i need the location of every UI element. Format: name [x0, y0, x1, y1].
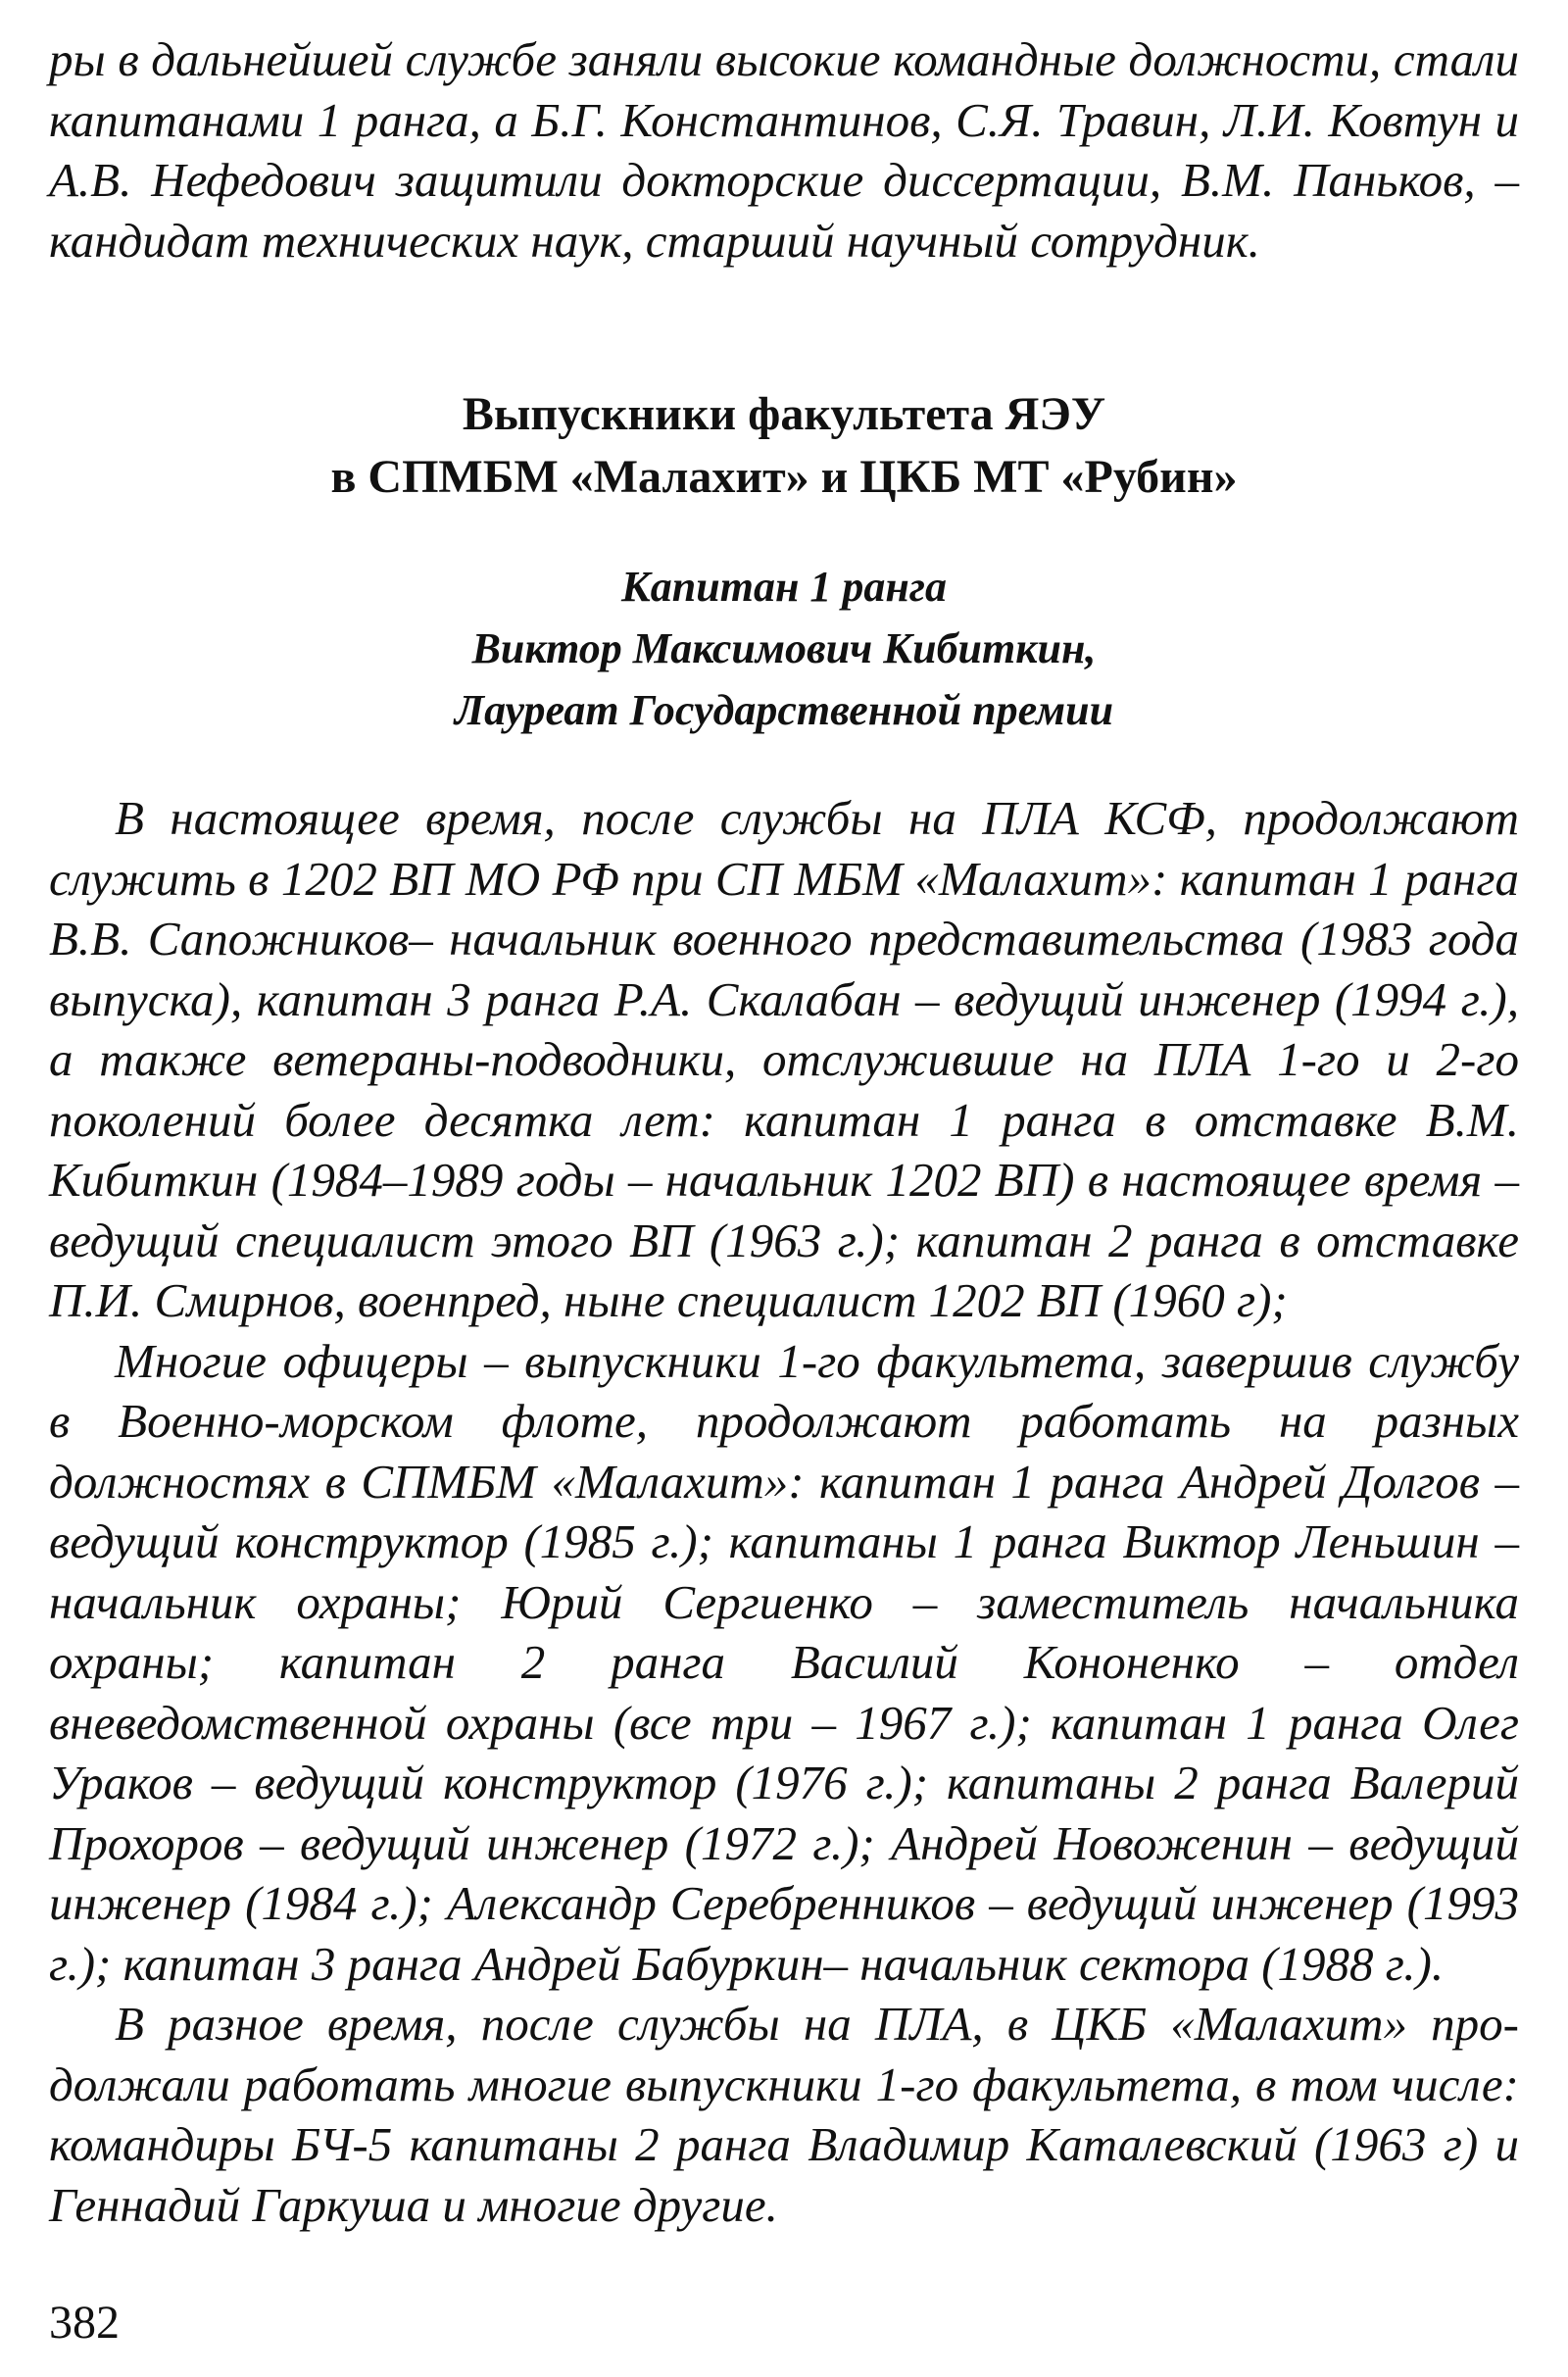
- paragraph-officers-malakhit: Многие офицеры – выпускники 1-го факультета, завершив службу в Военно-морском флоте, продолжают работать на разных должностях в СПМБМ «Малахит»: капитан 1 ранга Андрей Долгов – ведущий конструктор (1985 г.); капитаны 1 ранга Виктор Леньшин – начальник охраны; Юрий Сергиенко – заместитель начальника охраны; капитан 2 ранга Василий Кононенко – отдел вневедомственной охраны (все три – 1967 г.); капитан 1 ранга Олег Ураков – ведущий конструктор (1976 г.); капитаны 2 ранга Валерий Прохоров – ведущий инженер (1972 г.); Андрей Новоженин – ведущий инженер (1984 г.); Александр Серебренников – ведущий инженер (1993 г.); капитан 3 ранга Андрей Бабуркин– начальник сектора (1988 г.).: [49, 1333, 1519, 1991]
- book-page: [49, 29, 1519, 2362]
- section-title-line-1: Выпускники факультета ЯЭУ: [462, 388, 1106, 440]
- author-rank: Капитан 1 ранга: [620, 563, 948, 611]
- paragraph-graduates-ckb: В разное время, после службы на ПЛА, в ЦКБ «Малахит» продолжали работать многие выпускники 1-го факультета, в том числе: командиры БЧ-5 капитаны 2 ранга Владимир Каталевский (1963 г) и Геннадий Гаркуша и многие другие.: [49, 1997, 1519, 2232]
- author-name: Виктор Максимович Кибиткин,: [471, 624, 1097, 672]
- paragraph-service-1202: В настоящее время, после службы на ПЛА КСФ, продолжают служить в 1202 ВП МО РФ при СП МБМ «Малахит»: капитан 1 ранга В.В. Сапожников– начальник военного представительства (1983 года выпуска), капитан 3 ранга Р.А. Скалабан – ведущий инженер (1994 г.), а также ветераны-подводники, отслужившие на ПЛА 1-го и 2-го поколений более десятка лет: капитан 1 ранга в отставке В.М. Кибиткин (1984–1989 годы – начальник 1202 ВП) в настоящее время – ведущий специалист этого ВП (1963 г.); капитан 2 ранга в отставке П.И. Смирнов, военпред, ныне специалист 1202 ВП (1960 г);: [49, 791, 1519, 1327]
- intro-paragraph: ры в дальнейшей службе заняли высокие командные должности, стали капитанами 1 ранга, а Б.Г. Константинов, С.Я. Травин, Л.И. Ковтун и А.В. Нефедович защитили докторские диссертации, В.М. Паньков, – кандидат технических наук, старший научный сотрудник.: [49, 32, 1519, 268]
- page-number: 382: [49, 2297, 120, 2349]
- author-award: Лауреат Государственной премии: [454, 686, 1114, 734]
- section-heading: [49, 383, 1519, 509]
- author-byline: [49, 556, 1519, 741]
- section-title-line-2: в СПМБМ «Малахит» и ЦКБ МТ «Рубин»: [330, 451, 1238, 503]
